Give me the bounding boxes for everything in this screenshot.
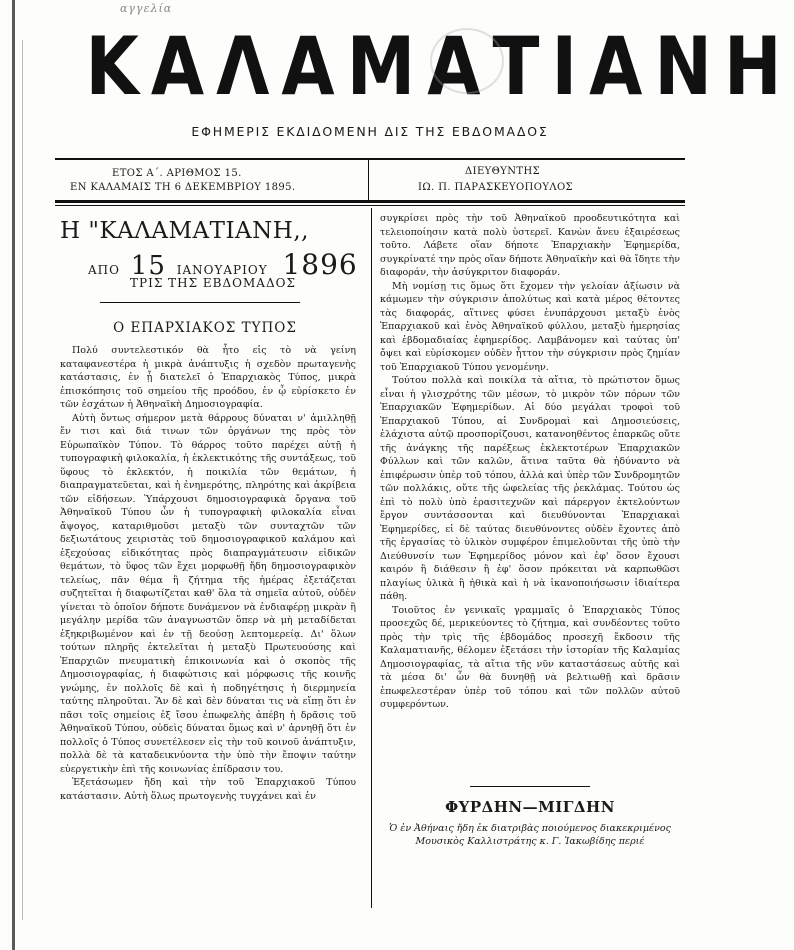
- column-divider: [371, 208, 372, 908]
- advert-title: ΦΥΡΔΗΝ—ΜΙΓΔΗΝ: [445, 798, 615, 816]
- issue-number: ΕΤΟΣ Α΄. ΑΡΙΘΜΟΣ 15.: [112, 168, 242, 179]
- director-name: ΙΩ. Π. ΠΑΡΑΣΚΕΥΟΠΟΥΛΟΣ: [418, 182, 574, 193]
- handwritten-note: αγγελία: [120, 2, 173, 15]
- announcement-title: Η "ΚΑΛΑΜΑΤΙΑΝΗ,,: [60, 218, 309, 244]
- announcement-month: ΙΑΝΟΥΑΡΙΟΥ: [176, 263, 268, 277]
- issue-date: ΕΝ ΚΑΛΑΜΑΙΣ ΤΗ 6 ΔΕΚΕΜΒΡΙΟΥ 1895.: [70, 182, 296, 193]
- article-left-column: [60, 344, 356, 900]
- announcement-from: ΑΠΟ: [88, 263, 120, 277]
- announcement-day: 15: [130, 251, 166, 281]
- scan-fold-line: [22, 40, 23, 920]
- announcement-frequency: ΤΡΙΣ ΤΗΣ ΕΒΔΟΜΑΔΟΣ: [130, 276, 296, 290]
- masthead-subtitle: ΕΦΗΜΕΡΙΣ ΕΚΔΙΔΟΜΕΝΗ ΔΙΣ ΤΗΣ ΕΒΔΟΜΑΔΟΣ: [191, 124, 549, 139]
- header-rule-thin: [55, 205, 685, 206]
- article-title: Ο ΕΠΑΡΧΙΑΚΟΣ ΤΥΠΟΣ: [113, 320, 297, 336]
- header-rule-top: [55, 158, 685, 160]
- article-paragraph: Αὐτὴ ὄντως σήμερον μετὰ θάρρους δύναται ν' ἁμιλληθῇ ἔν τισι καὶ διά τινων τῶν ὀργάνων της πρὸς τὸν Εὐρωπαϊκὸν Τύπον. Τὸ θάρρος τοῦτο παρέχει αὐτῇ ἡ τυπογραφικὴ φιλοκαλία, ἡ ἐκλεκτικότης τῆς συντάξεως, τοῦ ὕφους τὸ ἐκλεκτόν, ἡ ποικιλία τῶν θεμάτων, ἡ διαπραγματεῦεται, καὶ ἡ ἐνημερότης, πληρότης καὶ ἀκρίβεια τῶν εἰδήσεων. Ὑπάρχουσι δημοσιογραφικὰ ὄργανα τοῦ Ἀθηναϊκοῦ Τύπου ὧν ἡ τυπογραφικὴ φιλοκαλία εἶναι ἄψογος, καταριθμοῦσι μεταξὺ τῶν συνταχτῶν τῶν δεξιωτάτους χειριστὰς τοῦ δημοσιογραφικοῦ καλάμου καὶ ἐξεχούσας εἰδικότητας πρὸς διαπραγμάτευσιν εἰδικῶν θεμάτων, τὸ ὕφος τῶν ἔχει μορφωθῇ ἤδη δημοσιογραφικὸν τελείως, πᾶν θέμα ἢ ζήτημα τῆς ἡμέρας ἐξετάζεται συζητεῖται ἡ διαφωτίζεται καθ' ὅλα τὰ σημεῖα αὐτοῦ, οὐδὲν γίνεται τὸ ὁποῖον δήποτε δυνάμενον νὰ ἐνδιαφέρῃ μικρὰν ἢ μεγάλην μερίδα τῶν ἀναγνωστῶν ὅπερ νὰ μὴ μεταδίδεται ἐξηκριβωμένον καὶ ἐν τῇ δεούσῃ λεπτομερείᾳ. Δι' ὅλων τούτων πληρῆς ἐκτελεῖται ἡ μεταξὺ Πρωτευούσης καὶ Ἐπαρχιῶν πνευματικὴ ἐπικοινωνία καὶ ὁ σκοπὸς τῆς Δημοσιογραφίας, ἡ διαφώτισις καὶ μόρφωσις τῆς κοινῆς γνώμης, ἐν πολλοῖς δὲ καὶ ἡ ποδηγέτησις ἡ διερμηνεία ταύτης πληροῦται. Ἂν δὲ καὶ δὲν δύναται τις νὰ εἴπῃ ὅτι ἐν πᾶσι τοῖς σημείοις ἐξ ἴσου ἐπωφελὴς ἀπέβη ἡ δρᾶσις τοῦ Ἀθηναϊκοῦ Τύπου, οὐδεὶς δύναται ὅμως καὶ ν' ἀρνηθῇ ὅτι ἐν πολλοῖς ὁ Τύπος συνετέλεσεν εἰς τὴν τοῦ κοινοῦ ἀνάπτυξιν, πολλὰ δὲ τὰ καταδεικνύοντα τὴν ὑπὸ τὴν ἔποψιν ταύτην εὐεργετικὴν ἐπὶ τῆς κοινωνίας ἐπίδρασιν του.: [60, 412, 356, 775]
- faded-stamp: [430, 28, 504, 94]
- header-rule-bottom: [55, 200, 685, 203]
- article-paragraph: Τούτου πολλὰ καὶ ποικίλα τὰ αἴτια, τὸ πρώτιστον ὅμως εἶναι ἡ γλισχρότης τῶν μέσων, τὸ μικρὸν τῶν πόρων τῶν Ἐπαρχιακῶν Ἐφημερίδων. Αἱ δύο μεγάλαι τροφοὶ τοῦ Ἐπαρχιακοῦ Τύπου, αἱ Συνδρομαὶ καὶ Δημοσιεύσεις, ἐλάχιστα αὐτῷ προσπορίζουσι, κατανοηθέντος ἐπαρκῶς οὔτε τῆς ἀνάγκης τῆς παρέξεως ἐκλεκτοτέρων Ἐπαρχιακῶν Φύλλων καὶ τῶν καλῶν, ἅτινα ταῦτα θὰ ἠδύναντο νὰ ἐπιφέρωσιν ὑπὲρ τοῦ τόπου, ἀλλὰ καὶ ὑπὲρ τῶν Συνδρομητῶν τῶν πολλάκις, οὔτε τῆς ὠφελείας τῆς ῥεκλάμας. Τούτου ὡς ἐπὶ τὸ πολὺ ὑπὸ ἐρασιτεχνῶν καὶ πάρεργον ἐκτελούντων ἔργον συντάσσονται καὶ διευθύνονται Ἐπαρχιακαὶ Ἐφημερίδες, εἰ δὲ ταύτας διευθύνοντες οὐδὲν ἔχοντες ἀπὸ τῆς ἐργασίας τὸ ὑλικὸν συμφέρον ἐπιμελοῦνται τῆς ὑπὸ τὴν Διεύθυνσίν των Ἐφημερίδος μόνον καὶ ἐφ' ὅσον ἔχουσι καιρόν ἢ διάθεσιν ἢ ἐφ' ὅσον πρόκειται νὰ καρπωθῶσι πλαγίως ὑλικὰ ἢ ἠθικὰ καὶ ἡ νὰ ἱκανοποιήσωσιν ἰδιαίτερα πάθη.: [380, 375, 680, 602]
- announcement-rule: [100, 302, 300, 303]
- article-paragraph: Πολύ συντελεστικόν θὰ ἦτο εἰς τὸ νὰ γείνη καταφανεστέρα ἡ μικρὰ ἀνάπτυξις ἡ σχεδὸν πρωταγενὴς κατάστασις, ἐν ᾗ διατελεῖ ὁ Ἐπαρχιακὸς Τύπος, μικρὰ ἐπισκόπησις τοῦ σημείου τῆς προόδου, ἐν ᾧ εὑρίσκετο ἐν τῶν ἐσχάτων ἡ Ἀθηναϊκὴ Δημοσιογραφία.: [60, 345, 356, 410]
- masthead-title: ΚΑΛΑΜΑΤΙΑΝΗ: [85, 20, 794, 113]
- article-paragraph: Ἐξετάσωμεν ἤδη καὶ τὴν τοῦ Ἐπαρχιακοῦ Τύπου κατάστασιν. Αὐτὴ ὅλως πρωτογενὴς τυγχάνει καὶ ἐν: [60, 777, 356, 802]
- advert-rule: [470, 786, 590, 787]
- announcement-year: 1896: [282, 248, 358, 281]
- header-divider: [368, 160, 369, 200]
- article-right-column: [380, 212, 680, 784]
- scan-binding-edge: [12, 0, 15, 950]
- article-paragraph: Μὴ νομίσῃ τις ὅμως ὅτι ἔχομεν τὴν γελοίαν ἀξίωσιν νὰ κάμωμεν τὴν σύγκρισιν ἀπολύτως καὶ κατὰ μέρος θέτοντες τὰς διαφοράς, αἵτινες φύσει ἐνυπάρχουσι μεταξὺ ἑνὸς Ἐπαρχιακοῦ καὶ ἑνὸς Ἀθηναϊκοῦ φύλλου, μεταξὺ ἡμερησίας καὶ ἑβδομαδιαίας ἐφημερίδος. Λαμβάνομεν καὶ ταύτας ὑπ' ὄψει καὶ εὑρίσκομεν οὐδὲν ἧττον τὴν σύγκρισιν πρὸς ζημίαν τοῦ Ἐπαρχιακοῦ Τύπου γενομένην.: [380, 280, 680, 373]
- director-label: ΔΙΕΥΘΥΝΤΗΣ: [465, 166, 541, 177]
- article-paragraph: συγκρίσει πρὸς τὴν τοῦ Ἀθηναϊκοῦ προοδευτικότητα καὶ τελειοποίησιν κατὰ πολὺ ὑστερεῖ. Κανὼν ἄνευ ἐξαιρέσεως τοῦτο. Λάβετε οἵαν δήποτε Ἐπαρχιακὴν Ἐφημερίδα, συγκρίνατέ την πρὸς οἵαν δήποτε Ἀθηναϊκὴν καὶ θὰ ἴδητε τὴν διαφοράν, τὴν ἀσύγκριτον διαφοράν.: [380, 213, 680, 278]
- article-paragraph: Τοιοῦτος ἐν γενικαῖς γραμμαῖς ὁ Ἐπαρχιακὸς Τύπος προσεχῶς δέ, μερικεύοντες τὸ ζήτημα, καὶ συνδέοντες τοῦτο πρὸς τὴν τρὶς τῆς ἑβδομάδος προσεχῆ ἔκδοσιν τῆς Καλαματιανῆς, θέλομεν ἐξετάσει τὴν ἱστορίαν τῆς Καλαμίας Δημοσιογραφίας, τὰ αἴτια τῆς νῦν καταστάσεως αὐτῆς καὶ τὰ μέσα δι' ὧν θὰ δυνηθῇ νὰ βελτιωθῇ καὶ δρᾶσιν ἐπωφελεστέραν ὑπὲρ τοῦ τόπου καὶ τῶν πολλῶν αὐτοῦ συμφερόντων.: [380, 604, 680, 710]
- advert-text: Ὁ ἐν Ἀθήναις ἤδη ἐκ διατριβὰς ποιούμενος διακεκριμένος Μουσικὸς Καλλιστράτης κ. Γ. Ἰακωβίδης περιέ: [389, 823, 671, 847]
